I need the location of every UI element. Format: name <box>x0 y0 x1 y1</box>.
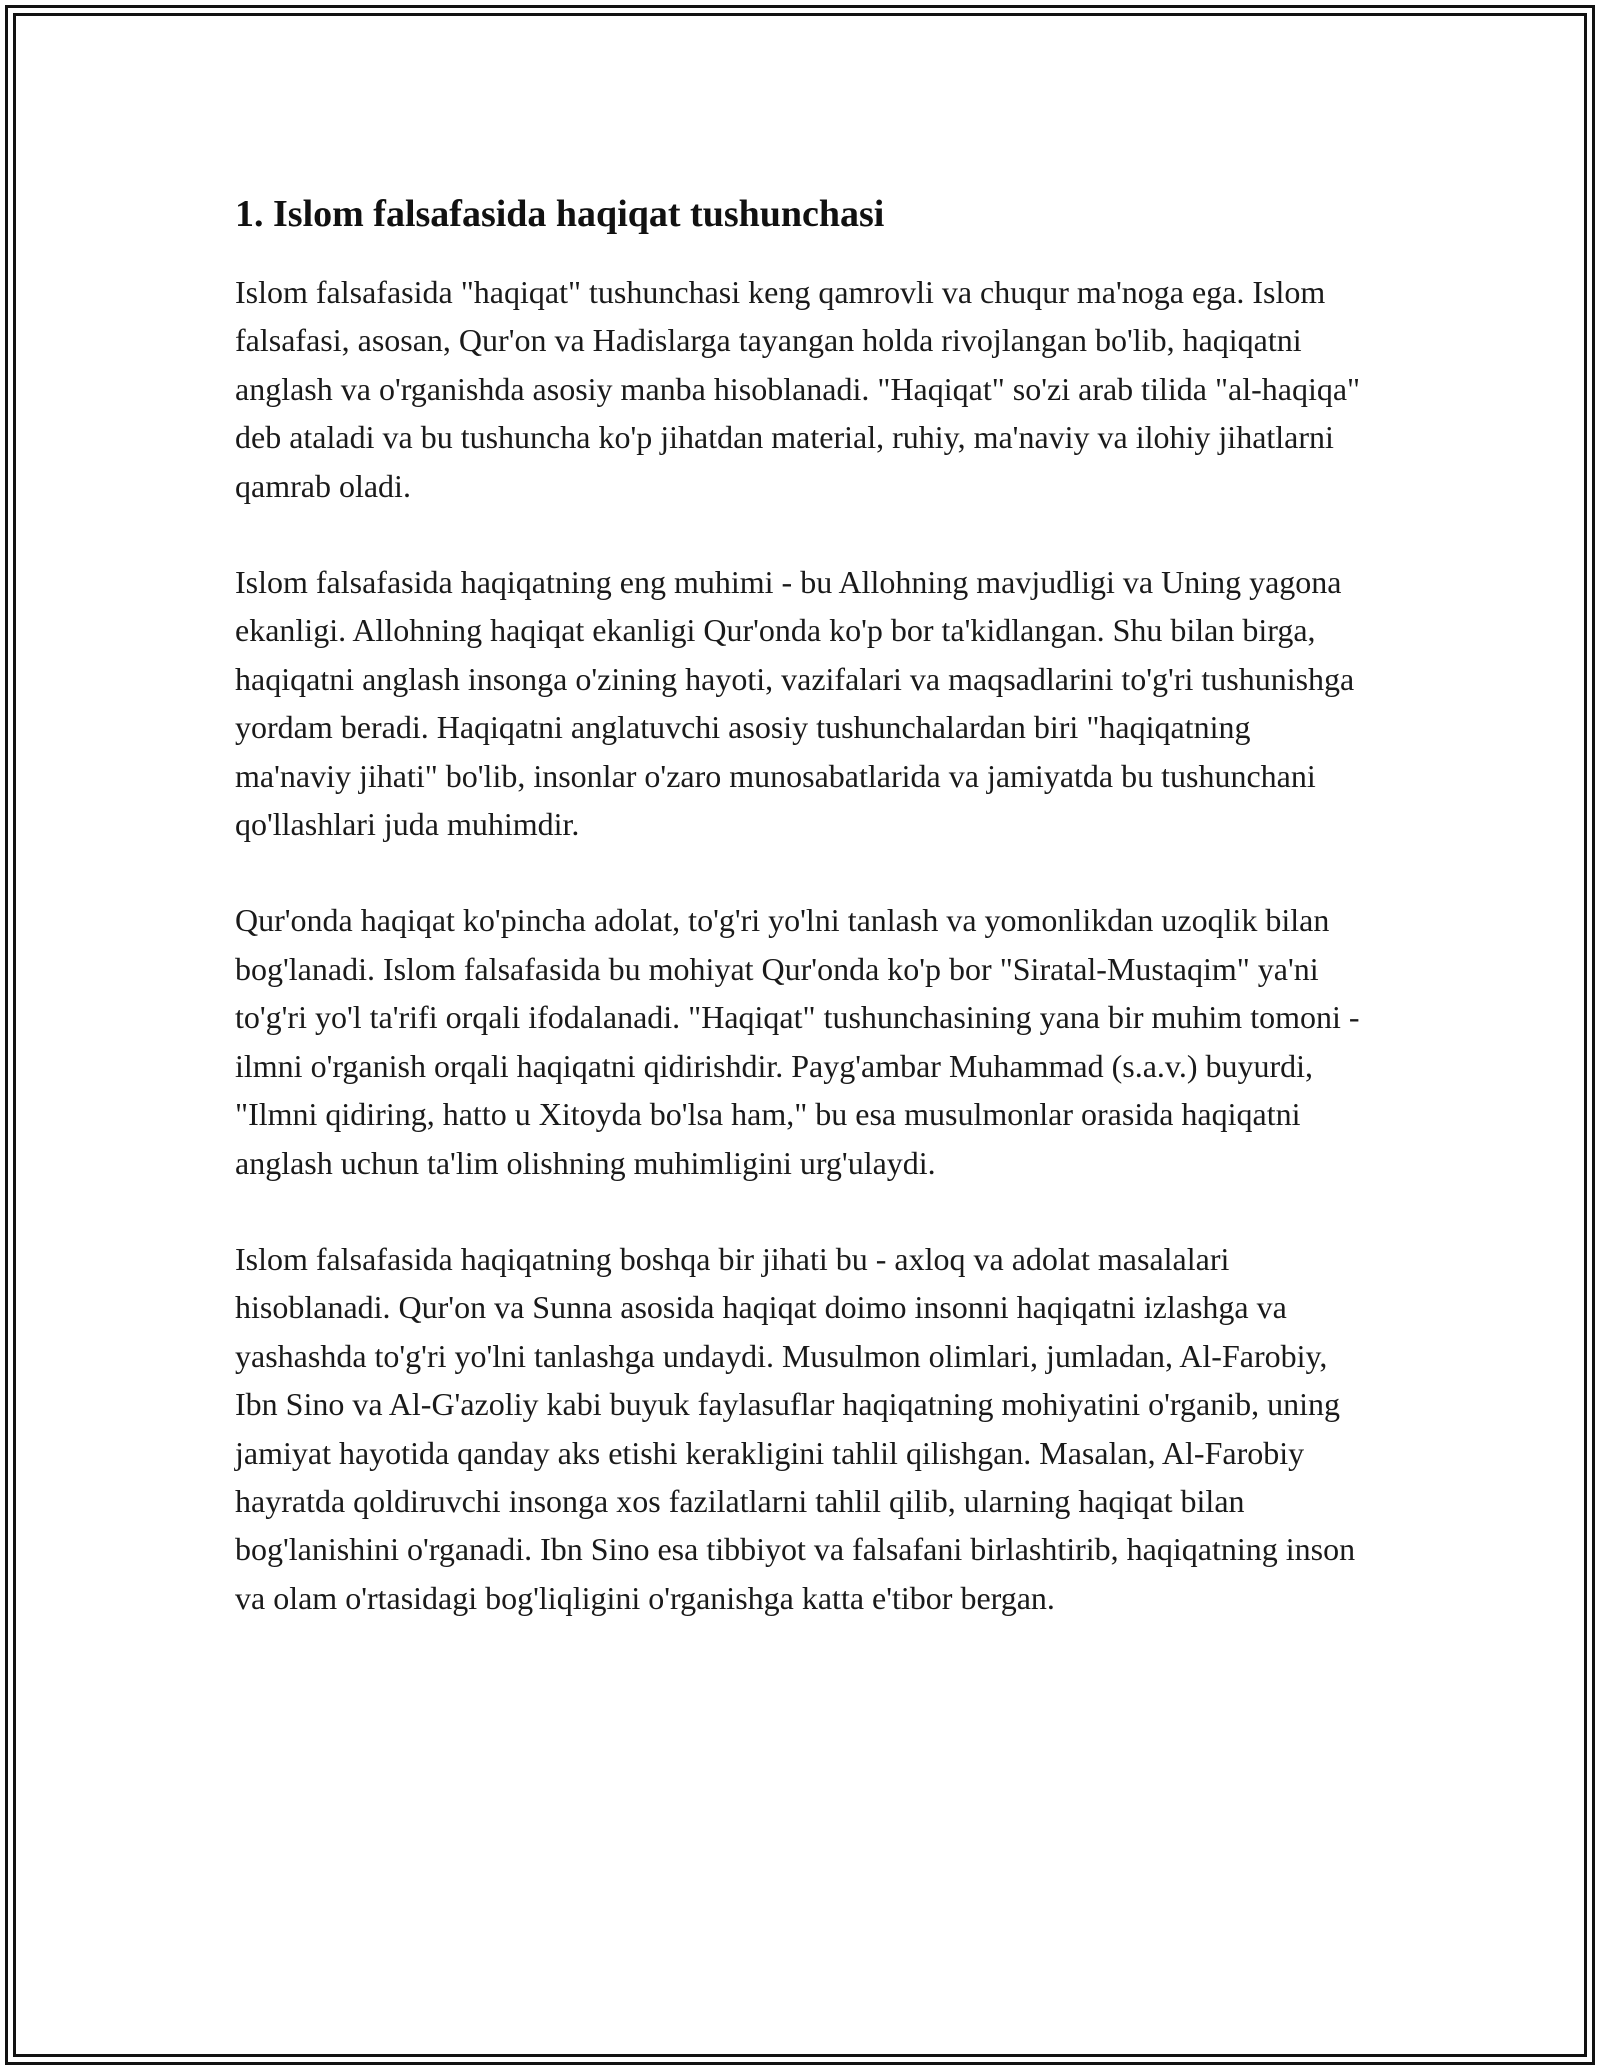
paragraph-1: Islom falsafasida "haqiqat" tushunchasi keng qamrovli va chuqur ma'noga ega. Islom falsafasi, asosan, Qur'on va Hadislarga tayangan holda rivojlangan bo'lib, haqiqatni anglash va o'rganishda asosiy manba hisoblanadi. "Haqiqat" so'zi arab tilida "al-haqiqa" deb ataladi va bu tushuncha ko'p jihatdan material, ruhiy, ma'naviy va ilohiy jihatlarni qamrab oladi. <box>235 274 1361 504</box>
section-heading: 1. Islom falsafasida haqiqat tushunchasi <box>235 193 885 235</box>
paragraph-2: Islom falsafasida haqiqatning eng muhimi - bu Allohning mavjudligi va Uning yagona ekanligi. Allohning haqiqat ekanligi Qur'onda ko'p bor ta'kidlangan. Shu bilan birga, haqiqatni anglash insonga o'zining hayoti, vazifalari va maqsadlarini to'g'ri tushunishga yordam beradi. Haqiqatni anglatuvchi asosiy tushunchalardan biri "haqiqatning ma'naviy jihati" bo'lib, insonlar o'zaro munosabatlarida va jamiyatda bu tushunchani qo'llashlari juda muhimdir. <box>235 564 1355 843</box>
paragraph-4: Islom falsafasida haqiqatning boshqa bir jihati bu - axloq va adolat masalalari hisoblanadi. Qur'on va Sunna asosida haqiqat doimo insonni haqiqatni izlashga va yashashda to'g'ri yo'lni tanlashga undaydi. Musulmon olimlari, jumladan, Al-Farobiy, Ibn Sino va Al-G'azoliy kabi buyuk faylasuflar haqiqatning mohiyatini o'rganib, uning jamiyat hayotida qanday aks etishi kerakligini tahlil qilishgan. Masalan, Al-Farobiy hayratda qoldiruvchi insonga xos fazilatlarni tahlil qilib, ularning haqiqat bilan bog'lanishini o'rganadi. Ibn Sino esa tibbiyot va falsafani birlashtirib, haqiqatning inson va olam o'rtasidagi bog'liqligini o'rganishga katta e'tibor bergan. <box>235 1240 1356 1616</box>
paragraph-3: Qur'onda haqiqat ko'pincha adolat, to'g'ri yo'lni tanlash va yomonlikdan uzoqlik bilan bog'lanadi. Islom falsafasida bu mohiyat Qur'onda ko'p bor "Siratal-Mustaqim" ya'ni to'g'ri yo'l ta'rifi orqali ifodalanadi. "Haqiqat" tushunchasining yana bir muhim tomoni - ilmni o'rganish orqali haqiqatni qidirishdir. Payg'ambar Muhammad (s.a.v.) buyurdi, "Ilmni qidiring, hatto u Xitoyda bo'lsa ham," bu esa musulmonlar orasida haqiqatni anglash uchun ta'lim olishning muhimligini urg'ulaydi. <box>235 902 1360 1181</box>
document-body <box>235 188 1365 1670</box>
